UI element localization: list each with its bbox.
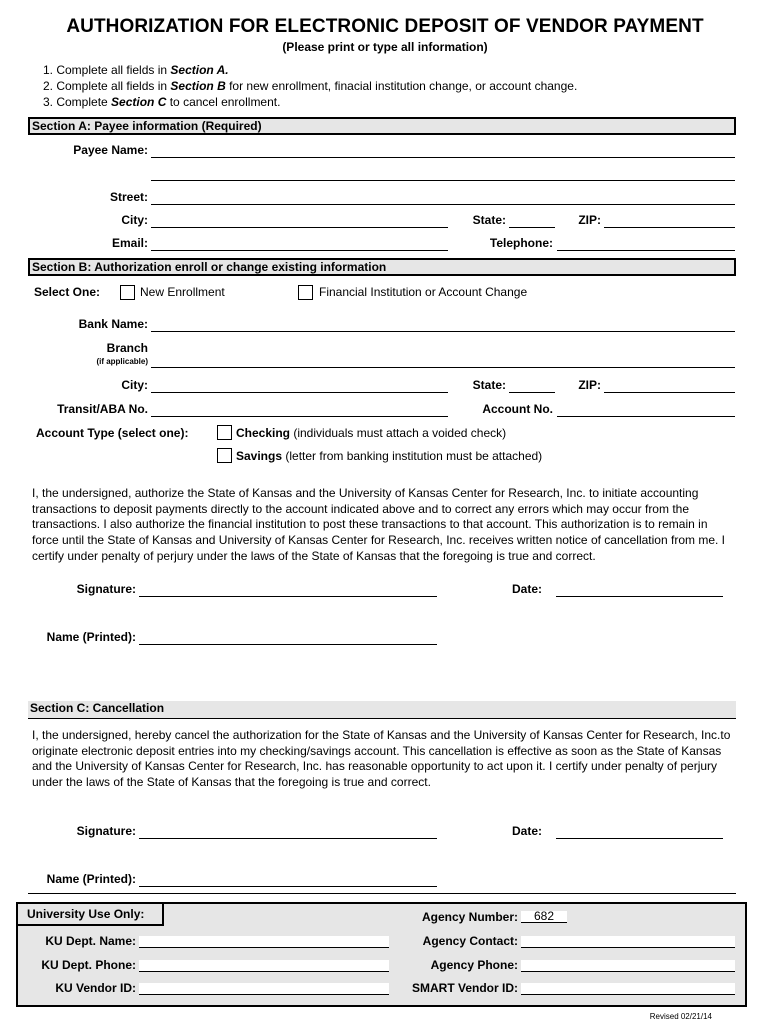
city-label: City: xyxy=(121,213,148,227)
select-one-label: Select One: xyxy=(33,285,100,299)
transit-label: Transit/ABA No. xyxy=(57,402,148,416)
bank-zip-field[interactable] xyxy=(604,392,735,393)
cancellation-paragraph: I, the undersigned, hereby cancel the authorization for the State of Kansas and the University of Kansas Center for Research, Inc.to originate electronic deposit entries into my checking/savings account. This cancellation is effective as soon as the State of Kansas and the University of Kansas Center for Research, Inc. has reasonable opportunity to act upon it. I certify under penalty of perjury under the laws of the State of Kansas that the foregoing is true and correct. xyxy=(32,728,731,790)
university-use-tag: University Use Only: xyxy=(16,902,164,926)
email-label: Email: xyxy=(111,236,148,250)
section-c-header: Section C: Cancellation xyxy=(28,701,736,719)
account-no-field[interactable] xyxy=(557,416,735,417)
bank-state-label: State: xyxy=(472,378,506,392)
email-field[interactable] xyxy=(151,250,448,251)
zip-field[interactable] xyxy=(604,227,735,228)
transit-field[interactable] xyxy=(151,416,448,417)
agency-number-label: Agency Number: xyxy=(421,910,518,924)
ku-dept-name-field[interactable] xyxy=(139,936,389,948)
agency-phone-label: Agency Phone: xyxy=(430,958,518,972)
bank-name-field[interactable] xyxy=(151,331,735,332)
payee-name-field[interactable] xyxy=(151,157,735,158)
date-b-field[interactable] xyxy=(556,596,723,597)
revised-date: Revised 02/21/14 xyxy=(649,1012,712,1021)
bank-state-field[interactable] xyxy=(509,392,555,393)
name-printed-b-field[interactable] xyxy=(139,644,437,645)
checking-checkbox[interactable] xyxy=(217,425,232,440)
signature-c-label: Signature: xyxy=(76,824,136,838)
form-subtitle: (Please print or type all information) xyxy=(282,40,488,54)
payee-name-field-2[interactable] xyxy=(151,180,735,181)
zip-label: ZIP: xyxy=(578,213,601,227)
agency-contact-field[interactable] xyxy=(521,936,735,948)
account-no-label: Account No. xyxy=(482,402,553,416)
new-enrollment-checkbox[interactable] xyxy=(120,285,135,300)
city-field[interactable] xyxy=(151,227,448,228)
fi-change-checkbox[interactable] xyxy=(298,285,313,300)
smart-vendor-id-field[interactable] xyxy=(521,983,735,995)
date-c-label: Date: xyxy=(511,824,542,838)
signature-b-label: Signature: xyxy=(76,582,136,596)
state-label: State: xyxy=(472,213,506,227)
authorization-paragraph: I, the undersigned, authorize the State of Kansas and the University of Kansas Center for Research, Inc. to initiate accounting transactions to deposit payments directly to the account indicated above and to correct any errors which may occur from the transactions. I also authorize the financial institution to post these transactions to that account. This authorization is to remain in force until the State of Kansas and University of Kansas Center for Research, Inc. receives written notice of cancellation from me. I certify under penalty of perjury under the laws of the State of Kansas that the foregoing is true and correct. xyxy=(32,486,725,563)
signature-b-field[interactable] xyxy=(139,596,437,597)
bank-zip-label: ZIP: xyxy=(578,378,601,392)
savings-label: Savings (letter from banking institution must be attached) xyxy=(236,449,543,463)
payee-name-label: Payee Name: xyxy=(73,143,148,157)
checking-label: Checking (individuals must attach a voided check) xyxy=(236,426,507,440)
ku-dept-name-label: KU Dept. Name: xyxy=(45,934,136,948)
street-field[interactable] xyxy=(151,204,735,205)
section-b-header: Section B: Authorization enroll or change existing information xyxy=(28,258,736,276)
bank-city-field[interactable] xyxy=(151,392,448,393)
bank-city-label: City: xyxy=(121,378,148,392)
agency-phone-field[interactable] xyxy=(521,960,735,972)
date-c-field[interactable] xyxy=(556,838,723,839)
ku-vendor-id-label: KU Vendor ID: xyxy=(55,981,136,995)
name-printed-b-label: Name (Printed): xyxy=(46,630,136,644)
account-type-label: Account Type (select one): xyxy=(36,426,189,440)
signature-c-field[interactable] xyxy=(139,838,437,839)
name-printed-c-field[interactable] xyxy=(139,886,437,887)
telephone-label: Telephone: xyxy=(489,236,553,250)
ku-dept-phone-field[interactable] xyxy=(139,960,389,972)
instruction-1: 1. Complete all fields in Section A. xyxy=(43,63,229,77)
section-divider xyxy=(28,893,736,894)
instruction-3: 3. Complete Section C to cancel enrollment. xyxy=(43,95,281,109)
new-enrollment-label: New Enrollment xyxy=(140,285,225,299)
ku-vendor-id-field[interactable] xyxy=(139,983,389,995)
instruction-2: 2. Complete all fields in Section B for new enrollment, finacial institution change, or account change. xyxy=(43,79,578,93)
section-a-header: Section A: Payee information (Required) xyxy=(28,117,736,135)
if-applicable-label: (if applicable) xyxy=(96,357,148,366)
branch-label: Branch xyxy=(106,341,148,355)
bank-name-label: Bank Name: xyxy=(78,317,148,331)
street-label: Street: xyxy=(109,190,148,204)
telephone-field[interactable] xyxy=(557,250,735,251)
name-printed-c-label: Name (Printed): xyxy=(46,872,136,886)
branch-field[interactable] xyxy=(151,367,735,368)
form-title: AUTHORIZATION FOR ELECTRONIC DEPOSIT OF VENDOR PAYMENT xyxy=(66,16,704,37)
agency-number-value: 682 xyxy=(534,909,555,923)
smart-vendor-id-label: SMART Vendor ID: xyxy=(411,981,518,995)
ku-dept-phone-label: KU Dept. Phone: xyxy=(41,958,136,972)
date-b-label: Date: xyxy=(511,582,542,596)
state-field[interactable] xyxy=(509,227,555,228)
agency-contact-label: Agency Contact: xyxy=(422,934,518,948)
fi-change-label: Financial Institution or Account Change xyxy=(319,285,528,299)
savings-checkbox[interactable] xyxy=(217,448,232,463)
